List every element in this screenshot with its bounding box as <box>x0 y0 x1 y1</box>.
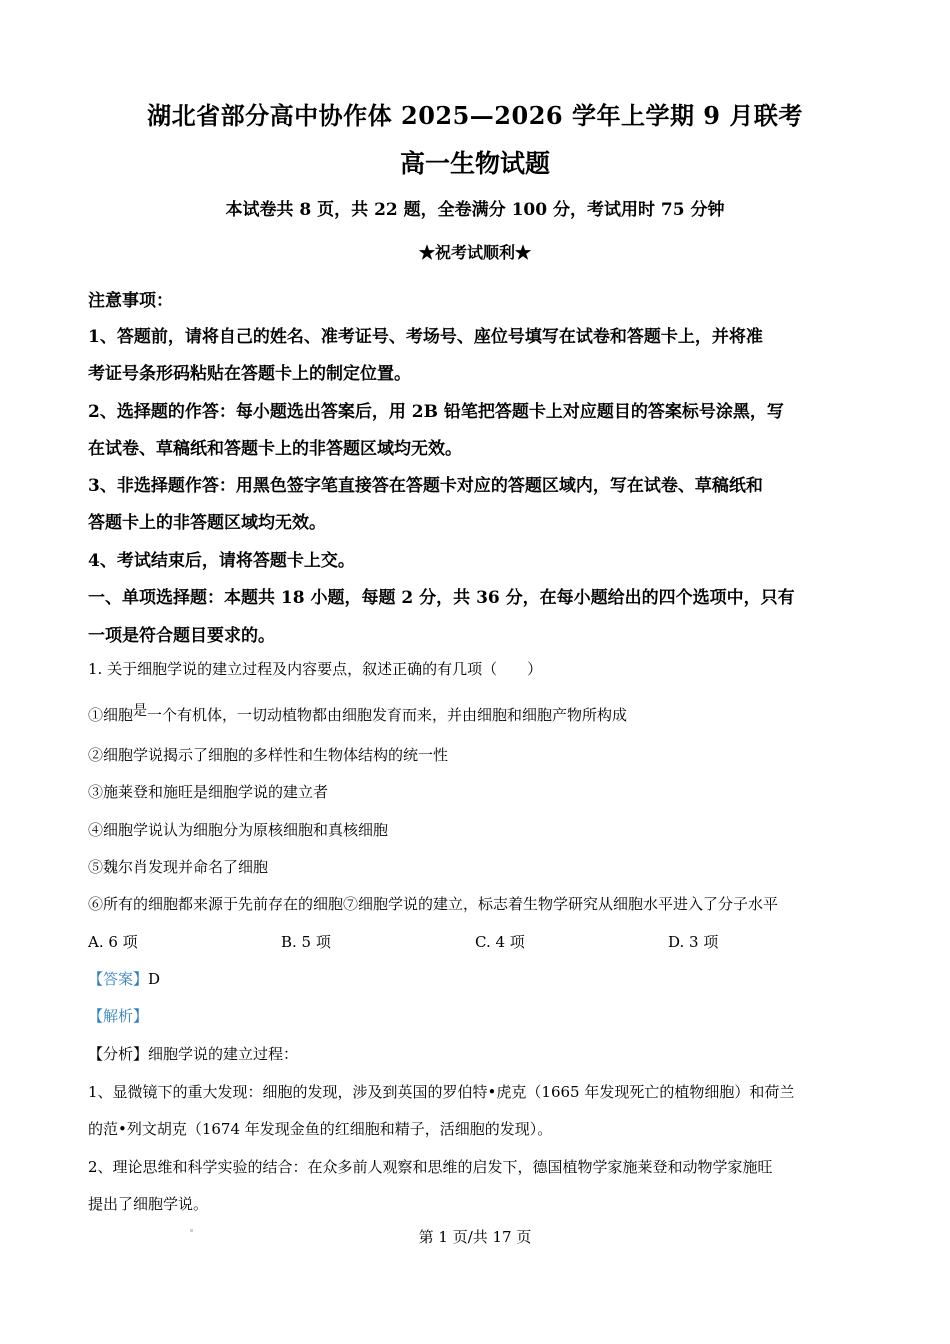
section-heading-line-1: 一、单项选择题：本题共 18 小题，每题 2 分，共 36 分，在每小题给出的四个选项中，只有 <box>88 588 795 608</box>
notice-item-2-line-1: 2、选择题的作答：每小题选出答案后，用 2B 铅笔把答题卡上对应题目的答案标号涂黑，写 <box>88 402 784 422</box>
option-d: D. 3 项 <box>668 933 719 951</box>
statement-5: ⑤魏尔肖发现并命名了细胞 <box>88 858 269 876</box>
notice-item-3-line-1: 3、非选择题作答：用黑色签字笔直接答在答题卡对应的答题区域内，写在试卷、草稿纸和 <box>88 476 763 496</box>
page-number: 第 1 页/共 17 页 <box>418 1228 532 1246</box>
answer-label: 【答案】 <box>88 970 149 988</box>
statement-2: ②细胞学说揭示了细胞的多样性和生物体结构的统一性 <box>88 746 449 764</box>
option-a: A. 6 项 <box>88 933 138 951</box>
statement-1-pre: ①细胞 <box>88 706 134 724</box>
notice-item-1-line-1: 1、答题前，请将自己的姓名、准考证号、考场号、座位号填写在试卷和答题卡上，并将准 <box>88 327 763 347</box>
notice-item-1-line-2: 考证号条形码粘贴在答题卡上的制定位置。 <box>88 364 411 384</box>
notice-item-4: 4、考试结束后，请将答题卡上交。 <box>88 551 355 571</box>
statement-1-sup: 是 <box>133 703 148 719</box>
section-heading-line-2: 一项是符合题目要求的。 <box>88 626 275 646</box>
analysis-label: 【解析】 <box>88 1007 149 1025</box>
statement-3: ③施莱登和施旺是细胞学说的建立者 <box>88 783 329 801</box>
analysis-point-2-line-1: 2、理论思维和科学实验的结合：在众多前人观察和思维的启发下，德国植物学家施莱登和动物学家施旺 <box>88 1158 773 1176</box>
exam-info: 本试卷共 8 页，共 22 题，全卷满分 100 分，考试用时 75 分钟 <box>225 200 725 220</box>
analysis-point-2-line-2: 提出了细胞学说。 <box>88 1195 209 1213</box>
subject-title: 高一生物试题 <box>399 149 550 178</box>
analysis-point-1-line-2: 的范•列文胡克（1674 年发现金鱼的红细胞和精子，活细胞的发现）。 <box>88 1120 553 1138</box>
answer-line <box>88 968 863 989</box>
analysis-heading: 【分析】细胞学说的建立过程： <box>88 1045 299 1063</box>
statement-1-post: 一个有机体，一切动植物都由细胞发育而来，并由细胞和细胞产物所构成 <box>147 706 628 724</box>
notice-item-2-line-2: 在试卷、草稿纸和答题卡上的非答题区域均无效。 <box>88 439 462 459</box>
analysis-point-1-line-1: 1、显微镜下的重大发现：细胞的发现，涉及到英国的罗伯特•虎克（1665 年发现死亡的植物细胞）和荷兰 <box>88 1083 795 1101</box>
statement-4: ④细胞学说认为细胞分为原核细胞和真核细胞 <box>88 821 389 839</box>
good-luck-wish: ★祝考试顺利★ <box>418 243 531 262</box>
exam-title: 湖北省部分高中协作体 2025—2026 学年上学期 9 月联考 <box>147 101 803 130</box>
statement-6-7: ⑥所有的细胞都来源于先前存在的细胞⑦细胞学说的建立，标志着生物学研究从细胞水平进入了分子水平 <box>88 895 779 913</box>
notice-item-3-line-2: 答题卡上的非答题区域均无效。 <box>88 513 326 533</box>
answer-value: D <box>148 970 161 988</box>
notice-heading: 注意事项： <box>88 291 173 311</box>
statement-1 <box>88 704 863 725</box>
option-c: C. 4 项 <box>475 933 525 951</box>
question-stem: 1. 关于细胞学说的建立过程及内容要点，叙述正确的有几项（ ） <box>88 660 543 678</box>
option-b: B. 5 项 <box>281 933 331 951</box>
